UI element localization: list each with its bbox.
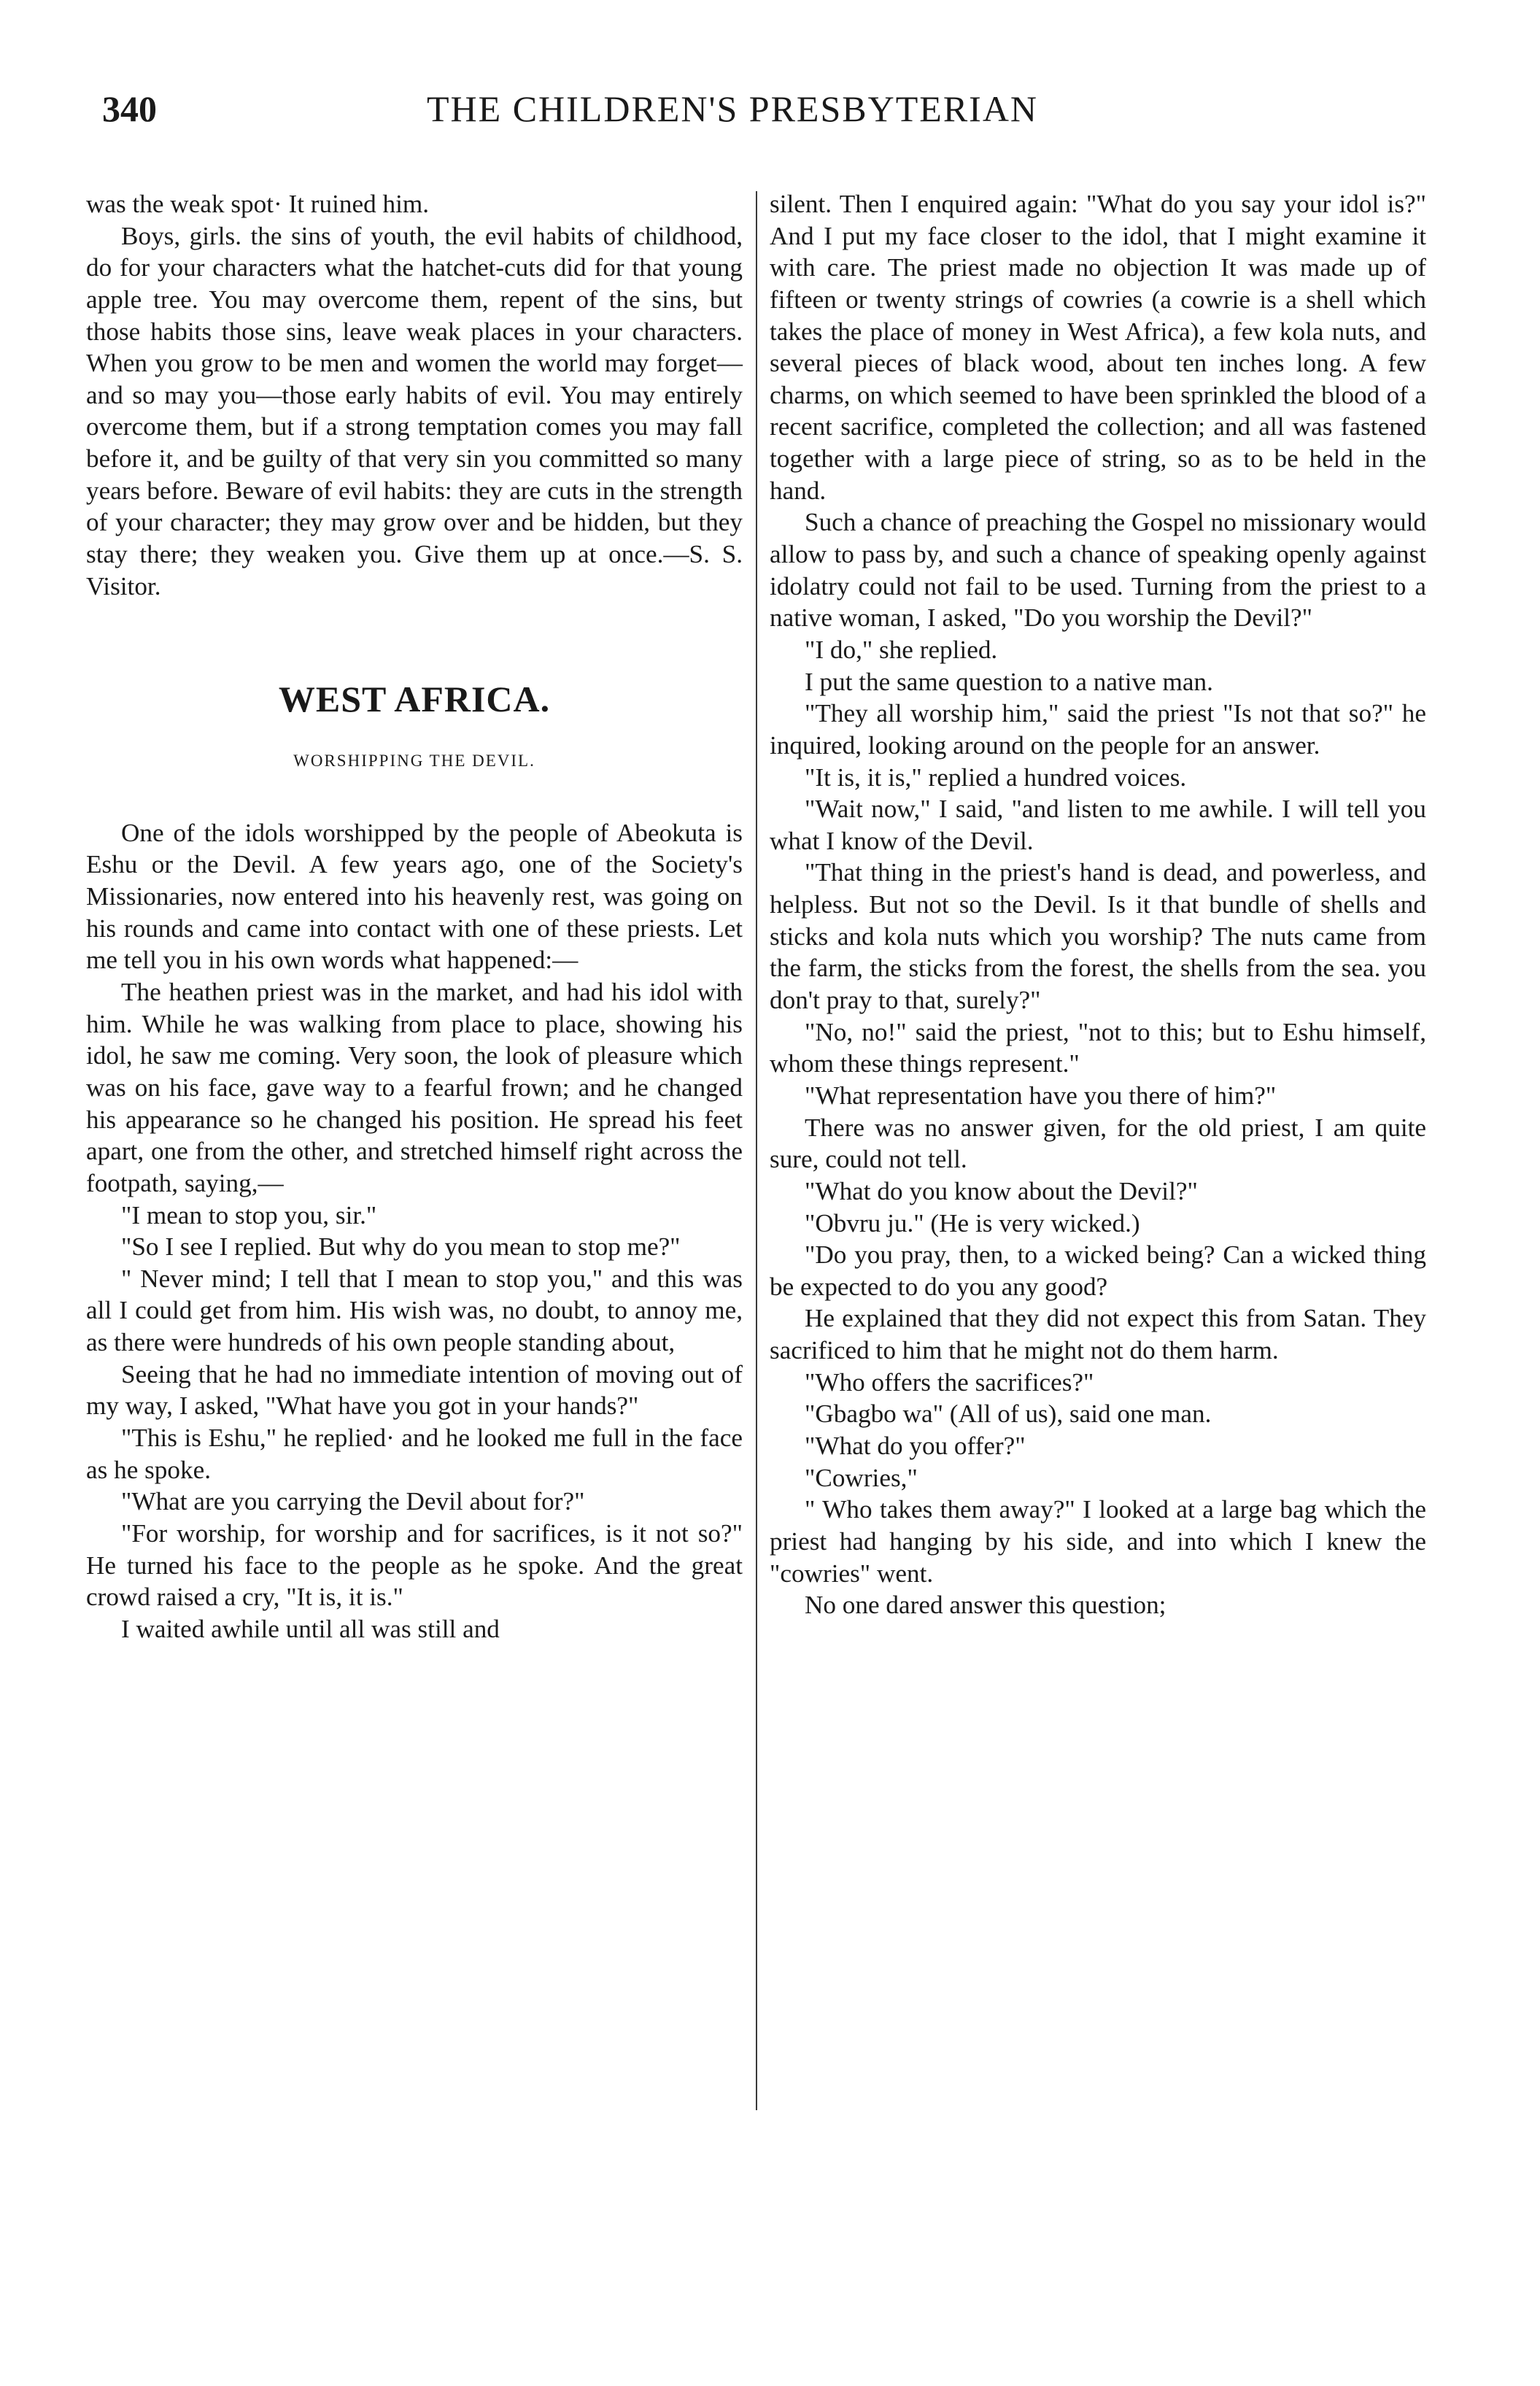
paragraph: He explained that they did not expect this from Satan. They sacrificed to him that he might not do them harm. — [770, 1304, 1426, 1365]
paragraph: " Who takes them away?" I looked at a large bag which the priest had hanging by his side, and into which I knew the "cowries" went. — [770, 1495, 1426, 1588]
section-title: WEST AFRICA. — [278, 679, 551, 720]
paragraph: "I mean to stop you, sir." — [121, 1200, 377, 1229]
paragraph: silent. Then I enquired again: "What do you say your idol is?" And I put my face closer to the idol, that I might examine it with care. The priest made no objection It was made up of fifteen or twenty strings of cowries (a cowrie is a shell which takes the place of money in West Africa), a few kola nuts, and several pieces of black wood, about ten inches long. A few charms, on which seemed to have been sprinkled the blood of a recent sacrifice, completed the collection; and all was fastened together with a large piece of string, so as to be held in the hand. — [770, 190, 1426, 505]
paragraph: "This is Eshu," he replied· and he looked me full in the face as he spoke. — [86, 1424, 743, 1484]
paragraph: "What representation have you there of him?" — [805, 1081, 1277, 1110]
page-number: 340 — [102, 88, 157, 129]
paragraph: "They all worship him," said the priest "Is not that so?" he inquired, looking around on the people for an answer. — [770, 699, 1426, 760]
section-subtitle: WORSHIPPING THE DEVIL. — [293, 752, 535, 771]
paragraph: One of the idols worshipped by the people of Abeokuta is Eshu or the Devil. A few years ago, one of the Society's Missionaries, now entered into his heavenly rest, was going on his rounds and came into contact with one of these priests. Let me tell you in his own words what happened:— — [86, 818, 743, 975]
paragraph: I waited awhile until all was still and — [121, 1614, 500, 1643]
paragraph: "What do you offer?" — [805, 1431, 1026, 1460]
page-header — [0, 88, 1540, 139]
paragraph: "What are you carrying the Devil about for?" — [121, 1487, 585, 1516]
paragraph: "Cowries," — [805, 1463, 918, 1492]
paragraph: No one dared answer this question; — [805, 1591, 1166, 1620]
paragraph: I put the same question to a native man. — [805, 667, 1213, 696]
paragraph: "Gbagbo wa" (All of us), said one man. — [805, 1399, 1212, 1429]
paragraph: "So I see I replied. But why do you mean to stop me?" — [121, 1232, 681, 1262]
paragraph: "Do you pray, then, to a wicked being? Can a wicked thing be expected to do you any good? — [770, 1240, 1426, 1301]
paragraph: Boys, girls. the sins of youth, the evil habits of childhood, do for your characters what the hatchet-cuts did for that young apple tree. You may overcome them, repent of the sins, but those habits those sins, leave weak places in your characters. When you grow to be men and women the world may forget—and so may you—those early habits of evil. You may entirely overcome them, but if a strong temptation comes you may fall before it, and be guilty of that very sin you committed so many years before. Beware of evil habits: they are cuts in the strength of your character; they may grow over and be hidden, but they stay there; they weaken you. Give them up at once.—S. S. Visitor. — [86, 221, 743, 601]
paragraph: "Wait now," I said, "and listen to me awhile. I will tell you what I know of the Devil. — [770, 795, 1426, 855]
paragraph: "No, no!" said the priest, "not to this; but to Eshu himself, whom these things represent." — [770, 1017, 1426, 1078]
paragraph: " Never mind; I tell that I mean to stop you," and this was all I could get from him. His wish was, no doubt, to annoy me, as there were hundreds of his own people standing about, — [86, 1264, 743, 1357]
paragraph: "Obvru ju." (He is very wicked.) — [805, 1208, 1140, 1238]
paragraph: Such a chance of preaching the Gospel no missionary would allow to pass by, and such a chance of speaking openly against idolatry could not fail to be used. Turning from the priest to a native woman, I asked, "Do you worship the Devil?" — [770, 508, 1426, 633]
paragraph: The heathen priest was in the market, and had his idol with him. While he was walking from place to place, showing his idol, he saw me coming. Very soon, the look of pleasure which was on his face, gave way to a fearful frown; and he changed his appearance so he changed his position. He spread his feet apart, one from the other, and stretched himself right across the footpath, saying,— — [86, 978, 743, 1197]
paragraph: "It is, it is," replied a hundred voices. — [805, 762, 1187, 792]
paragraph: There was no answer given, for the old priest, I am quite sure, could not tell. — [770, 1113, 1426, 1174]
paragraph: "I do," she replied. — [805, 635, 998, 664]
paragraph: "What do you know about the Devil?" — [805, 1176, 1198, 1205]
paragraph: "Who offers the sacrifices?" — [805, 1367, 1094, 1397]
paragraph: "That thing in the priest's hand is dead, and powerless, and helpless. But not so the Devil. Is it that bundle of shells and sticks and kola nuts which you worship? The nuts came from the farm, the sticks from the forest, the shells from the sea. you don't pray to that, surely?" — [770, 858, 1426, 1015]
running-title: THE CHILDREN'S PRESBYTERIAN — [427, 88, 1039, 129]
column-divider — [756, 191, 757, 2110]
paragraph: Seeing that he had no immediate intention of moving out of my way, I asked, "What have you got in your hands?" — [86, 1359, 743, 1421]
paragraph: "For worship, for worship and for sacrifices, is it not so?" He turned his face to the people as he spoke. And the great crowd raised a cry, "It is, it is." — [86, 1518, 743, 1612]
left-column — [86, 188, 743, 1645]
paragraph: was the weak spot· It ruined him. — [86, 190, 430, 218]
right-column — [770, 188, 1426, 1621]
